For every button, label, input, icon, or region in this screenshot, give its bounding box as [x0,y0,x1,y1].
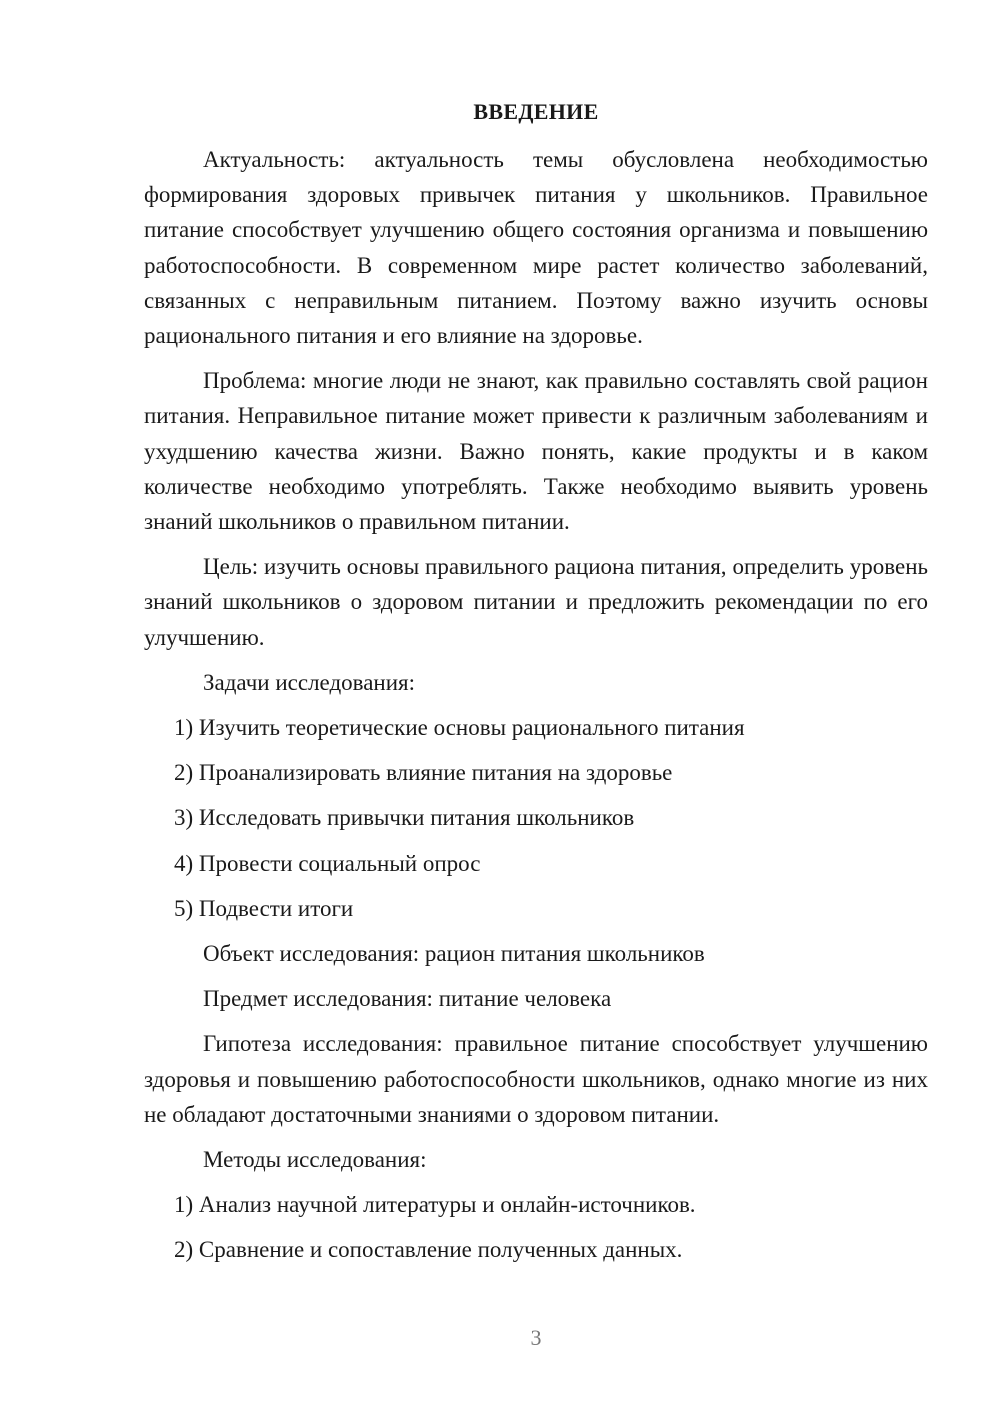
methods-list [144,1187,928,1267]
task-item: 4) Провести социальный опрос [174,850,481,876]
relevance-paragraph: Актуальность: актуальность темы обусловлена необходимостью формирования здоровых привычек питания у школьников. Правильное питание способствует улучшению общего состояния организма и повышению работоспособности. В современном мире растет количество заболеваний, связанных с неправильным питанием. Поэтому важно изучить основы рационального питания и его влияние на здоровье. [144,147,928,349]
methods-heading: Методы исследования: [203,1147,427,1173]
tasks-heading: Задачи исследования: [203,669,416,695]
page-content [144,142,928,1278]
subject-line: Предмет исследования: питание человека [203,986,612,1012]
tasks-list [144,710,928,926]
task-item: 1) Изучить теоретические основы рационального питания [174,715,745,741]
method-item: 1) Анализ научной литературы и онлайн-источников. [174,1192,696,1218]
task-item: 5) Подвести итоги [174,895,354,921]
page-title: ВВЕДЕНИЕ [473,99,599,124]
task-item: 3) Исследовать привычки питания школьников [174,805,635,831]
hypothesis-paragraph: Гипотеза исследования: правильное питание способствует улучшению здоровья и повышению работоспособности школьников, однако многие из них не обладают достаточными знаниями о здоровом питании. [144,1031,928,1127]
page-number: 3 [530,1325,542,1350]
task-item: 2) Проанализировать влияние питания на здоровье [174,760,673,786]
problem-paragraph: Проблема: многие люди не знают, как правильно составлять свой рацион питания. Неправильное питание может привести к различным заболеваниям и ухудшению качества жизни. Важно понять, какие продукты и в каком количестве необходимо употреблять. Также необходимо выявить уровень знаний школьников о правильном питании. [144,368,928,535]
goal-paragraph: Цель: изучить основы правильного рациона питания, определить уровень знаний школьников о здоровом питании и предложить рекомендации по его улучшению. [144,554,928,650]
method-item: 2) Сравнение и сопоставление полученных данных. [174,1237,683,1263]
object-line: Объект исследования: рацион питания школьников [203,941,705,967]
